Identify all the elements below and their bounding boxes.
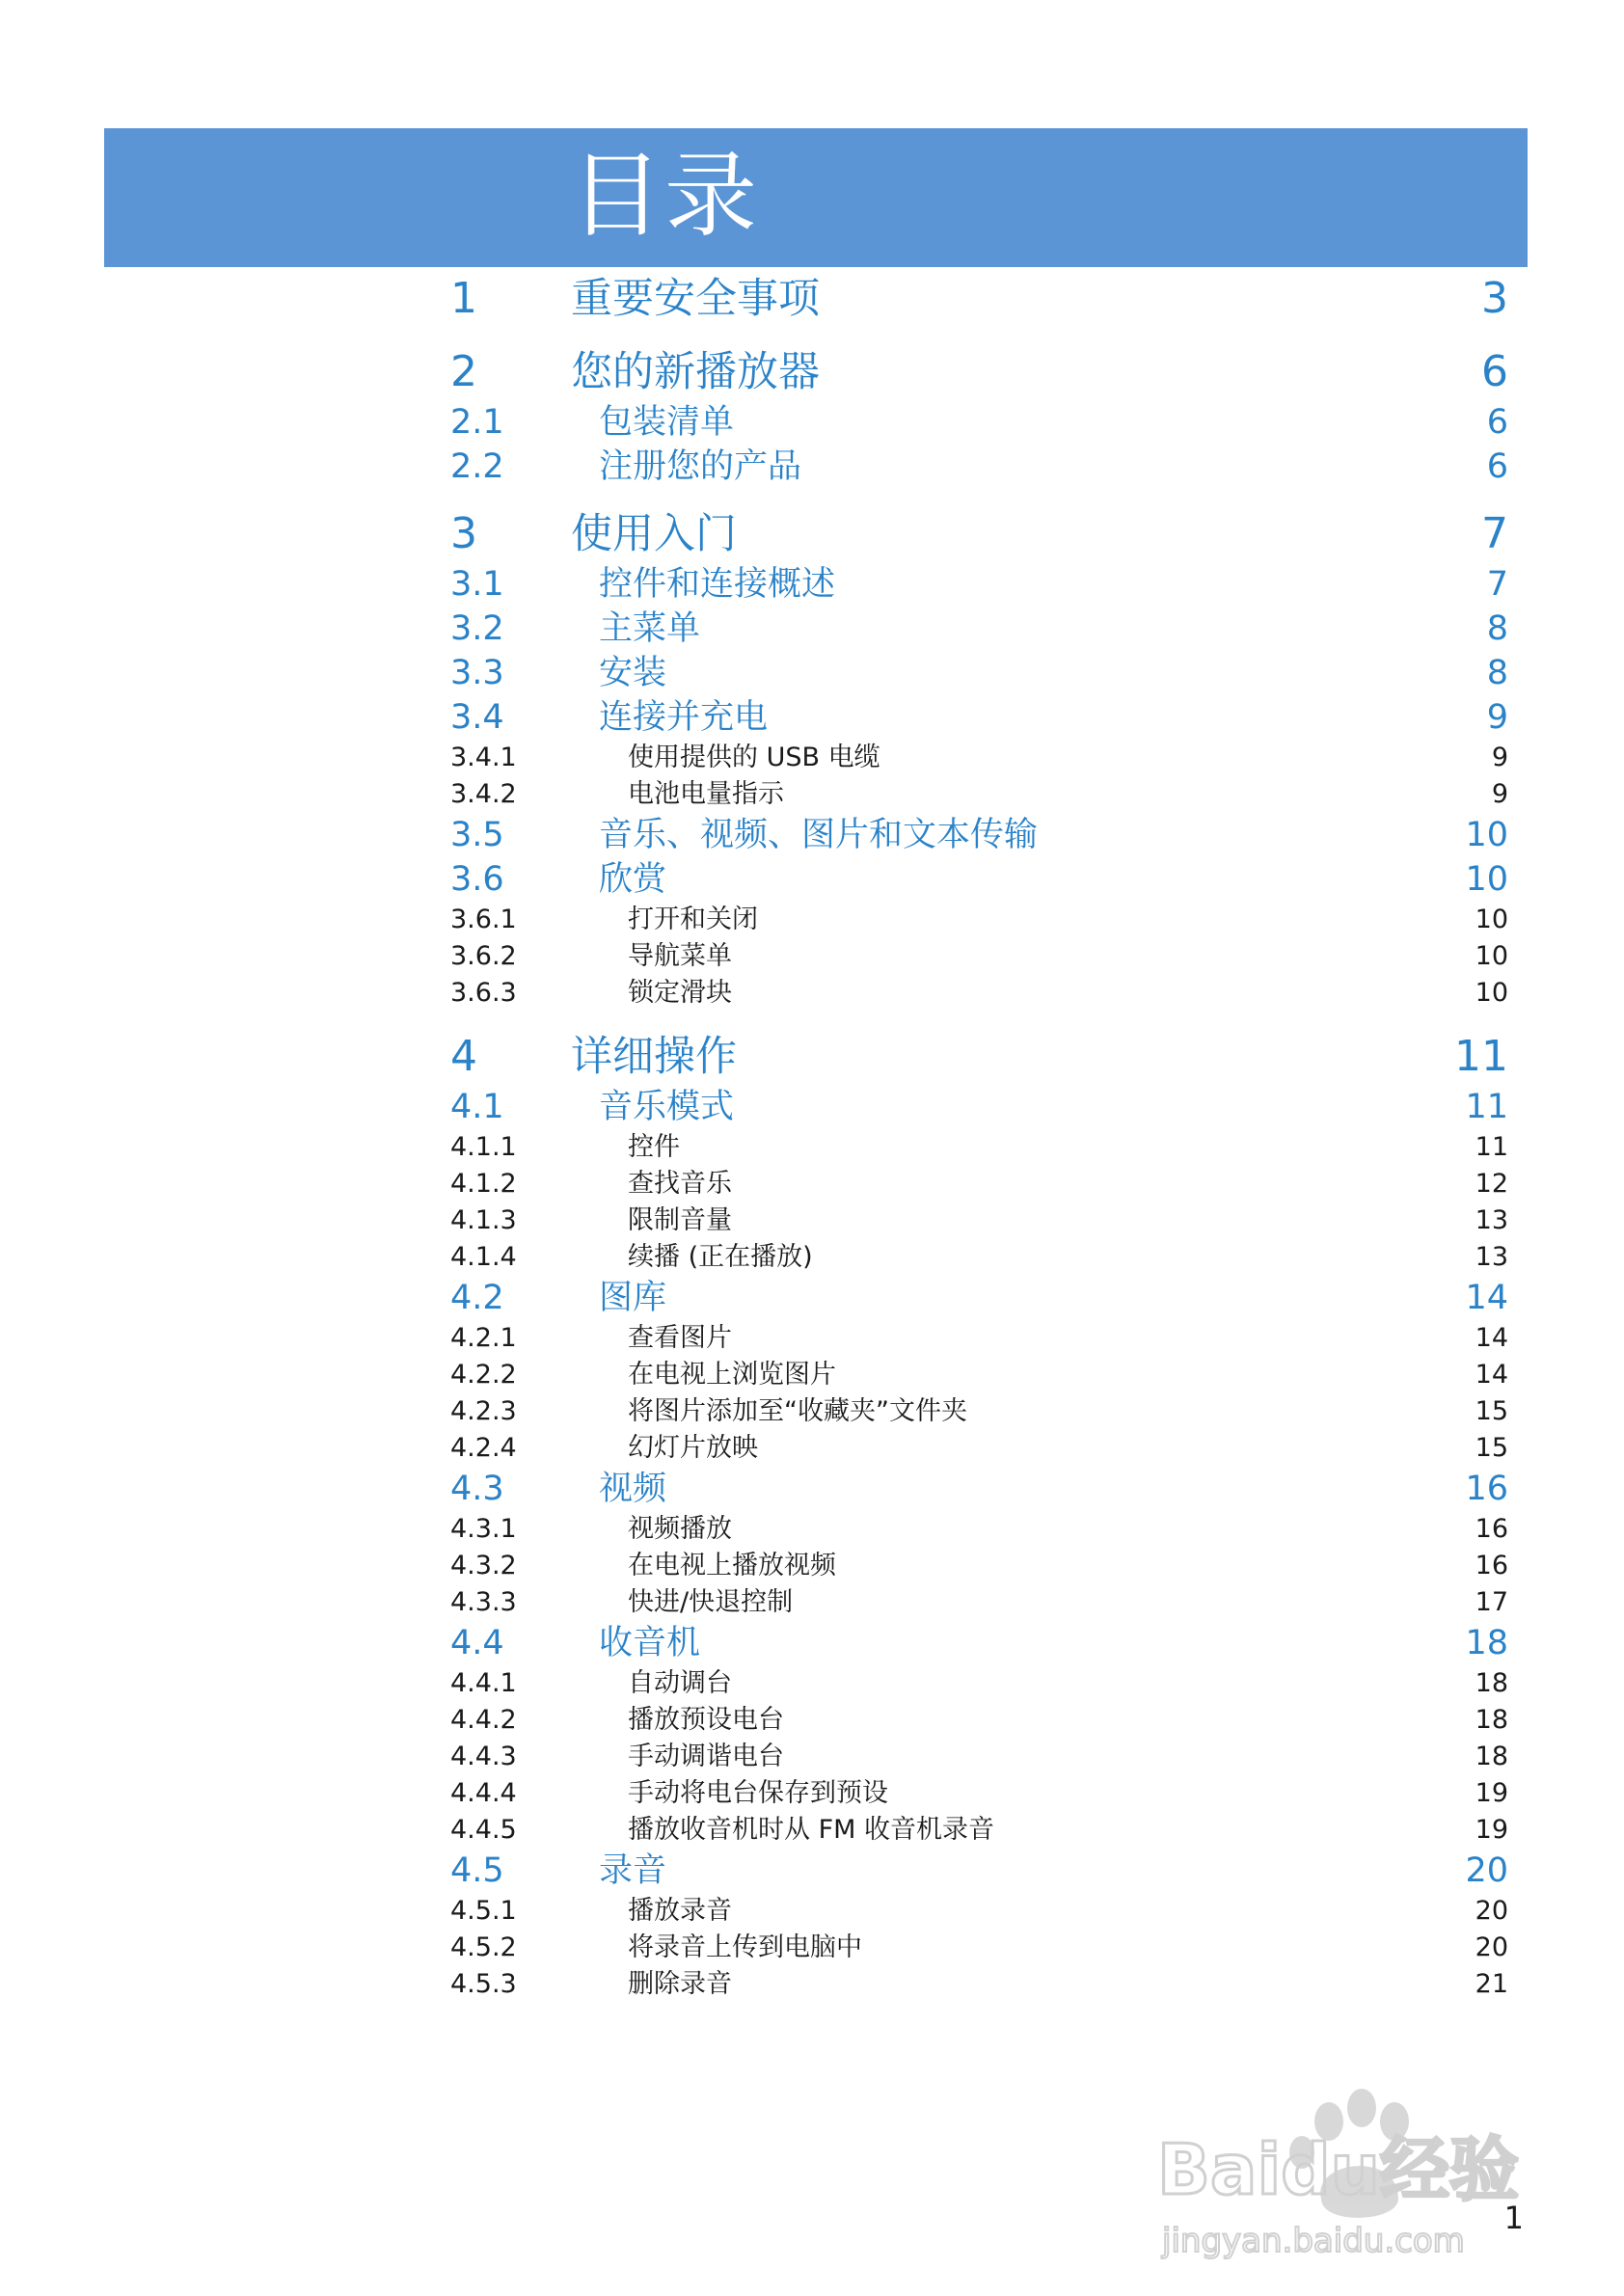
toc-entry-title: 重要安全事项 bbox=[571, 275, 820, 323]
toc-entry-title: 音乐、视频、图片和文本传输 bbox=[599, 816, 1039, 854]
toc-entry-page: 3 bbox=[1481, 274, 1508, 323]
toc-entry-title: 幻灯片放映 bbox=[628, 1433, 758, 1463]
watermark-brand-text: Baidu经验 bbox=[1157, 2129, 1519, 2210]
toc-entry-number: 1 bbox=[450, 274, 477, 323]
toc-entry[interactable] bbox=[0, 695, 1624, 740]
toc-entry[interactable] bbox=[0, 776, 1624, 813]
toc-entry-page: 6 bbox=[1486, 403, 1508, 442]
toc-entry-page: 10 bbox=[1465, 816, 1508, 854]
toc-entry-number: 4.4.2 bbox=[450, 1705, 517, 1735]
toc-entry-title: 安装 bbox=[599, 654, 667, 692]
toc-entry-title: 连接并充电 bbox=[599, 698, 769, 737]
toc-entry-page: 10 bbox=[1475, 978, 1508, 1008]
toc-entry[interactable] bbox=[0, 1166, 1624, 1202]
toc-entry[interactable] bbox=[0, 1239, 1624, 1276]
toc-entry-title: 收音机 bbox=[599, 1624, 701, 1662]
toc-entry-title: 播放录音 bbox=[628, 1896, 732, 1926]
toc-entry-title: 手动调谐电台 bbox=[628, 1742, 784, 1771]
toc-entry-number: 2.2 bbox=[450, 447, 504, 486]
toc-entry[interactable] bbox=[0, 1739, 1624, 1775]
toc-entry-page: 15 bbox=[1475, 1396, 1508, 1426]
toc-entry[interactable] bbox=[0, 344, 1624, 400]
toc-entry-title: 音乐模式 bbox=[599, 1088, 735, 1126]
toc-entry[interactable] bbox=[0, 1202, 1624, 1239]
toc-entry[interactable] bbox=[0, 1893, 1624, 1930]
toc-entry-page: 19 bbox=[1475, 1778, 1508, 1808]
toc-entry-number: 3 bbox=[450, 509, 477, 558]
toc-entry[interactable] bbox=[0, 1357, 1624, 1393]
toc-entry[interactable] bbox=[0, 740, 1624, 776]
toc-entry-number: 4 bbox=[450, 1032, 477, 1081]
toc-entry-page: 14 bbox=[1475, 1323, 1508, 1353]
toc-entry-number: 4.5.3 bbox=[450, 1969, 517, 1999]
toc-entry-page: 21 bbox=[1475, 1969, 1508, 1999]
toc-entry[interactable] bbox=[0, 506, 1624, 562]
watermark-url-text: jingyan.baidu.com bbox=[1162, 2222, 1465, 2260]
toc-entry-number: 4.4.1 bbox=[450, 1668, 517, 1698]
toc-entry[interactable] bbox=[0, 1966, 1624, 2003]
toc-entry-number: 4.1.2 bbox=[450, 1169, 517, 1199]
toc-entry-number: 4.1.1 bbox=[450, 1132, 517, 1162]
toc-entry[interactable] bbox=[0, 607, 1624, 651]
toc-entry[interactable] bbox=[0, 1849, 1624, 1893]
toc-entry-page: 19 bbox=[1475, 1815, 1508, 1845]
toc-entry-title: 在电视上播放视频 bbox=[628, 1551, 836, 1580]
toc-entry-number: 3.4.1 bbox=[450, 743, 517, 772]
toc-entry-number: 4.4.4 bbox=[450, 1778, 517, 1808]
toc-entry-page: 11 bbox=[1475, 1132, 1508, 1162]
toc-entry-page: 18 bbox=[1475, 1668, 1508, 1698]
toc-entry-page: 10 bbox=[1475, 905, 1508, 934]
toc-entry[interactable] bbox=[0, 1702, 1624, 1739]
toc-entry-page: 11 bbox=[1454, 1032, 1508, 1081]
toc-entry-number: 3.4.2 bbox=[450, 779, 517, 809]
toc-entry[interactable] bbox=[0, 271, 1624, 327]
toc-entry[interactable] bbox=[0, 651, 1624, 695]
toc-entry-title: 在电视上浏览图片 bbox=[628, 1360, 836, 1390]
toc-entry-title: 锁定滑块 bbox=[628, 978, 732, 1008]
toc-entry-number: 4.2.1 bbox=[450, 1323, 517, 1353]
toc-entry-page: 14 bbox=[1465, 1279, 1508, 1317]
toc-entry-page: 9 bbox=[1491, 779, 1508, 809]
toc-entry[interactable] bbox=[0, 1393, 1624, 1430]
toc-entry-number: 2 bbox=[450, 347, 477, 396]
toc-entry-title: 控件 bbox=[628, 1132, 680, 1162]
toc-entry-number: 4.1.3 bbox=[450, 1205, 517, 1235]
toc-entry-title: 自动调台 bbox=[628, 1668, 732, 1698]
toc-entry-title: 视频播放 bbox=[628, 1514, 732, 1544]
toc-entry-page: 16 bbox=[1465, 1470, 1508, 1508]
toc-entry[interactable] bbox=[0, 1430, 1624, 1467]
toc-entry-page: 20 bbox=[1475, 1896, 1508, 1926]
toc-entry-number: 4.1 bbox=[450, 1088, 504, 1126]
toc-entry-page: 6 bbox=[1486, 447, 1508, 486]
toc-entry-title: 手动将电台保存到预设 bbox=[628, 1778, 888, 1808]
toc-entry-title: 主菜单 bbox=[599, 609, 701, 648]
toc-entry-number: 3.6.3 bbox=[450, 978, 517, 1008]
toc-entry[interactable] bbox=[0, 1775, 1624, 1812]
toc-entry-page: 15 bbox=[1475, 1433, 1508, 1463]
toc-entry-number: 4.3.1 bbox=[450, 1514, 517, 1544]
page-title: 目录 bbox=[570, 142, 759, 250]
toc-entry-number: 3.6 bbox=[450, 860, 504, 899]
toc-entry-number: 3.6.2 bbox=[450, 941, 517, 971]
toc-entry-title: 包装清单 bbox=[599, 403, 735, 442]
toc-entry-page: 9 bbox=[1486, 698, 1508, 737]
toc-entry-page: 13 bbox=[1475, 1242, 1508, 1272]
toc-entry-page: 8 bbox=[1486, 609, 1508, 648]
toc-entry-page: 18 bbox=[1475, 1705, 1508, 1735]
toc-entry-number: 2.1 bbox=[450, 403, 504, 442]
toc-entry-number: 4.5 bbox=[450, 1851, 504, 1890]
toc-entry-title: 详细操作 bbox=[571, 1033, 737, 1081]
toc-entry-title: 使用入门 bbox=[571, 510, 737, 558]
toc-entry-page: 17 bbox=[1475, 1587, 1508, 1617]
toc-entry[interactable] bbox=[0, 1129, 1624, 1166]
toc-entry[interactable] bbox=[0, 1467, 1624, 1511]
toc-entry-page: 13 bbox=[1475, 1205, 1508, 1235]
toc-entry-page: 7 bbox=[1486, 565, 1508, 604]
toc-entry-number: 3.6.1 bbox=[450, 905, 517, 934]
toc-entry-page: 18 bbox=[1475, 1742, 1508, 1771]
toc-entry-page: 16 bbox=[1475, 1551, 1508, 1580]
toc-entry[interactable] bbox=[0, 400, 1624, 445]
toc-entry-page: 10 bbox=[1475, 941, 1508, 971]
toc-entry[interactable] bbox=[0, 1812, 1624, 1849]
toc-entry-title: 删除录音 bbox=[628, 1969, 732, 1999]
toc-entry-number: 4.1.4 bbox=[450, 1242, 517, 1272]
toc-entry-title: 将录音上传到电脑中 bbox=[628, 1932, 862, 1962]
toc-entry[interactable] bbox=[0, 902, 1624, 938]
toc-entry-number: 4.3 bbox=[450, 1470, 504, 1508]
toc-entry-title: 控件和连接概述 bbox=[599, 565, 836, 604]
toc-entry-page: 11 bbox=[1465, 1088, 1508, 1126]
toc-entry-title: 欣赏 bbox=[599, 860, 667, 899]
toc-entry-number: 3.1 bbox=[450, 565, 504, 604]
toc-entry[interactable] bbox=[0, 1584, 1624, 1621]
toc-entry[interactable] bbox=[0, 938, 1624, 975]
toc-entry[interactable] bbox=[0, 857, 1624, 902]
toc-entry[interactable] bbox=[0, 1548, 1624, 1584]
toc-entry[interactable] bbox=[0, 1511, 1624, 1548]
toc-entry-title: 录音 bbox=[599, 1851, 667, 1890]
toc-entry[interactable] bbox=[0, 1085, 1624, 1129]
toc-entry-page: 9 bbox=[1491, 743, 1508, 772]
toc-entry-number: 3.4 bbox=[450, 698, 504, 737]
toc-entry-title: 快进/快退控制 bbox=[628, 1587, 794, 1617]
baidu-jingyan-watermark bbox=[1157, 2054, 1562, 2266]
toc-entry[interactable] bbox=[0, 1276, 1624, 1320]
toc-entry[interactable] bbox=[0, 445, 1624, 489]
toc-entry-number: 4.2 bbox=[450, 1279, 504, 1317]
toc-entry-title: 将图片添加至“收藏夹”文件夹 bbox=[628, 1396, 967, 1426]
toc-entry-page: 12 bbox=[1475, 1169, 1508, 1199]
toc-entry-page: 18 bbox=[1465, 1624, 1508, 1662]
toc-entry-page: 8 bbox=[1486, 654, 1508, 692]
toc-entry-number: 4.4.3 bbox=[450, 1742, 517, 1771]
toc-entry[interactable] bbox=[0, 1320, 1624, 1357]
toc-entry-number: 4.4.5 bbox=[450, 1815, 517, 1845]
toc-entry[interactable] bbox=[0, 1665, 1624, 1702]
toc-entry-number: 4.2.3 bbox=[450, 1396, 517, 1426]
toc-entry-title: 图库 bbox=[599, 1279, 667, 1317]
toc-entry-title: 查找音乐 bbox=[628, 1169, 732, 1199]
toc-entry-number: 4.4 bbox=[450, 1624, 504, 1662]
toc-entry[interactable] bbox=[0, 1621, 1624, 1665]
toc-entry-title: 导航菜单 bbox=[628, 941, 732, 971]
toc-entry-number: 4.3.2 bbox=[450, 1551, 517, 1580]
toc-entry-title: 打开和关闭 bbox=[628, 905, 758, 934]
toc-entry-title: 视频 bbox=[599, 1470, 667, 1508]
toc-entry[interactable] bbox=[0, 1029, 1624, 1085]
toc-entry-number: 4.3.3 bbox=[450, 1587, 517, 1617]
toc-entry[interactable] bbox=[0, 813, 1624, 857]
toc-entry-title: 续播 (正在播放) bbox=[628, 1242, 813, 1272]
toc-entry-page: 20 bbox=[1465, 1851, 1508, 1890]
toc-entry[interactable] bbox=[0, 562, 1624, 607]
toc-entry[interactable] bbox=[0, 1930, 1624, 1966]
toc-entry-page: 10 bbox=[1465, 860, 1508, 899]
toc-entry-title: 您的新播放器 bbox=[571, 348, 820, 396]
toc-entry-number: 4.2.4 bbox=[450, 1433, 517, 1463]
toc-entry-number: 3.2 bbox=[450, 609, 504, 648]
toc-entry-number: 3.5 bbox=[450, 816, 504, 854]
toc-entry-number: 4.2.2 bbox=[450, 1360, 517, 1390]
toc-entry-title: 查看图片 bbox=[628, 1323, 732, 1353]
toc-entry-title: 使用提供的 USB 电缆 bbox=[628, 743, 880, 772]
toc-entry-number: 4.5.1 bbox=[450, 1896, 517, 1926]
toc-entry-number: 4.5.2 bbox=[450, 1932, 517, 1962]
toc-entry-title: 播放收音机时从 FM 收音机录音 bbox=[628, 1815, 994, 1845]
toc-entry[interactable] bbox=[0, 975, 1624, 1012]
toc-entry-title: 限制音量 bbox=[628, 1205, 732, 1235]
page-number: 1 bbox=[1503, 2200, 1524, 2236]
toc-entry-page: 14 bbox=[1475, 1360, 1508, 1390]
toc-entry-page: 7 bbox=[1481, 509, 1508, 558]
toc-entry-title: 播放预设电台 bbox=[628, 1705, 784, 1735]
toc-entry-number: 3.3 bbox=[450, 654, 504, 692]
toc-entry-page: 6 bbox=[1481, 347, 1508, 396]
toc-entry-page: 20 bbox=[1475, 1932, 1508, 1962]
toc-entry-title: 注册您的产品 bbox=[599, 447, 802, 486]
toc-entry-page: 16 bbox=[1475, 1514, 1508, 1544]
toc-entry-title: 电池电量指示 bbox=[628, 779, 784, 809]
